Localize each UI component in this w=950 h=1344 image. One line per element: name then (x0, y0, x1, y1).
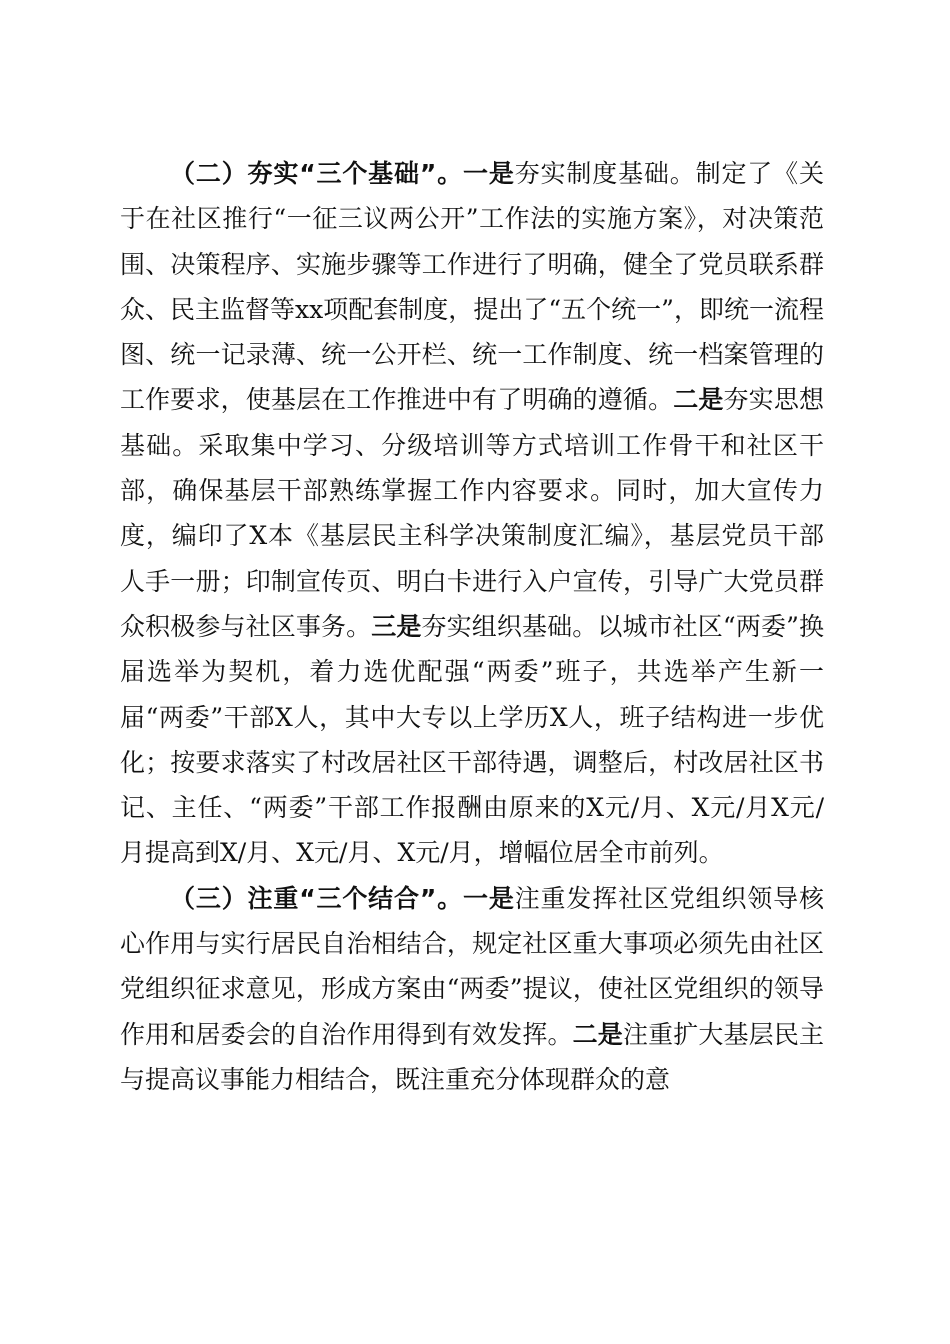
bold-label: 一是 (463, 883, 515, 913)
section-heading: （二）夯实“三个基础”。 (170, 159, 463, 188)
body-text: 夯实思想基础。采取集中学习、分级培训等方式培训工作骨干和社区干部，确保基层干部熟练掌握工作内容要求。同时，加大宣传力度，编印了X本《基层民主科学决策制度汇编》，基层党员干部人手一册；印制宣传页、明白卡进行入户宣传，引导广大党员群众积极参与社区事务。 (120, 385, 824, 641)
document-body (120, 151, 824, 1102)
bold-label: 一是 (463, 159, 515, 188)
bold-label: 二是 (572, 1019, 623, 1049)
bold-label: 二是 (673, 385, 724, 415)
bold-label: 三是 (371, 611, 422, 641)
body-text: 注重扩大基层民主与提高议事能力相结合，既注重充分体现群众的意 (120, 1019, 824, 1094)
body-text: 注重发挥社区党组织领导核心作用与实行居民自治相结合，规定社区重大事项必须先由社区党组织征求意见，形成方案由“两委”提议，使社区党组织的领导作用和居委会的自治作用得到有效发挥。 (120, 883, 824, 1049)
body-text: 夯实组织基础。以城市社区“两委”换届选举为契机，着力选优配强“两委”班子，共选举产生新一届“两委”干部X人，其中大专以上学历X人，班子结构进一步优化；按要求落实了村改居社区干部待遇，调整后，村改居社区书记、主任、“两委”干部工作报酬由原来的X元/月、X元/月X元/月提高到X/月、X元/月、X元/月，增幅位居全市前列。 (120, 611, 824, 868)
body-text: 夯实制度基础。制定了《关于在社区推行“一征三议两公开”工作法的实施方案》，对决策范围、决策程序、实施步骤等工作进行了明确，健全了党员联系群众、民主监督等xx项配套制度，提出了“五个统一”，即统一流程图、统一记录薄、统一公开栏、统一工作制度、统一档案管理的工作要求，使基层在工作推进中有了明确的遵循。 (120, 159, 824, 415)
section-heading: （三）注重“三个结合”。 (170, 883, 463, 913)
paragraph-three-foundations (120, 151, 824, 876)
paragraph-three-combinations (120, 876, 824, 1102)
